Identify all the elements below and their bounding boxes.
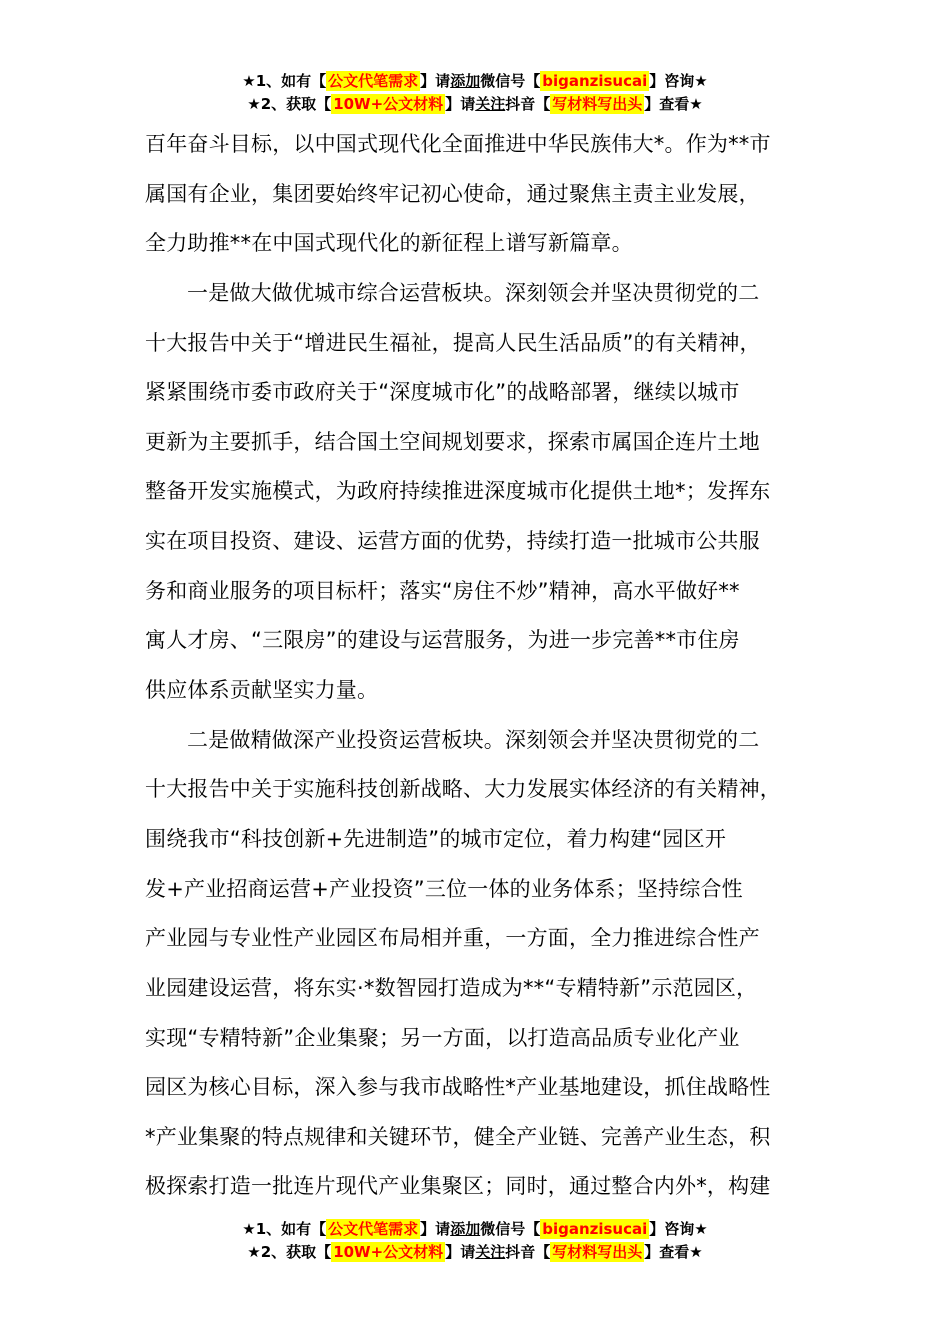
- text-line: *产业集聚的特点规律和关键环节，健全产业链、完善产业生态，积: [145, 1124, 771, 1149]
- banner-text: ★2、获取【: [247, 1243, 332, 1261]
- banner-text: ★1、如有【: [242, 1220, 327, 1238]
- banner-highlight: 写材料写出头: [552, 95, 643, 113]
- banner-text: 】请: [445, 95, 476, 113]
- banner-text: ★2、获取【: [247, 95, 332, 113]
- banner-line-2: [0, 93, 950, 116]
- banner-text: 微信号【: [480, 72, 541, 90]
- text-line: 务和商业服务的项目标杆；落实“房住不炒”精神，高水平做好**: [145, 578, 740, 603]
- text-line: 属国有企业，集团要始终牢记初心使命，通过聚焦主责主业发展，: [145, 181, 760, 206]
- text-line: 实现“专精特新”企业集聚；另一方面，以打造高品质专业化产业: [145, 1025, 740, 1050]
- banner-text: 】咨询★: [649, 1220, 708, 1238]
- banner-text: 】查看★: [644, 95, 703, 113]
- banner-underline: 关注: [475, 95, 506, 113]
- paragraph-start-line: 二是做精做深产业投资运营板块。深刻领会并坚决贯彻党的二: [187, 727, 760, 752]
- banner-line-1: [0, 1218, 950, 1241]
- banner-highlight: 10W+公文材料: [333, 95, 444, 113]
- banner-highlight: 公文代笔需求: [328, 72, 419, 90]
- text-line: 十大报告中关于实施科技创新战略、大力发展实体经济的有关精神，: [145, 777, 781, 802]
- banner-highlight: 10W+公文材料: [333, 1243, 444, 1261]
- text-line: 全力助推**在中国式现代化的新征程上谱写新篇章。: [145, 231, 633, 256]
- text-line: 十大报告中关于“增进民生福祉，提高人民生活品质”的有关精神，: [145, 330, 761, 355]
- banner-highlight: 公文代笔需求: [328, 1220, 419, 1238]
- text-line: 实在项目投资、建设、运营方面的优势，持续打造一批城市公共服: [145, 529, 760, 554]
- text-line: 更新为主要抓手，结合国土空间规划要求，探索市属国企连片土地: [145, 429, 760, 454]
- banner-highlight: biganzisucai: [542, 72, 648, 90]
- banner-text: ★1、如有【: [242, 72, 327, 90]
- banner-text: 】请: [445, 1243, 476, 1261]
- text-line: 业园建设运营，将东实·*数智园打造成为**“专精特新”示范园区，: [145, 975, 758, 1000]
- document-body: [145, 120, 835, 1212]
- banner-line-1: [0, 70, 950, 93]
- banner-text: 微信号【: [480, 1220, 541, 1238]
- banner-text: 抖音【: [505, 95, 551, 113]
- text-line: 极探索打造一批连片现代产业集聚区；同时，通过整合内外*，构建: [145, 1174, 771, 1199]
- text-line: 供应体系贡献坚实力量。: [145, 678, 379, 703]
- text-line: 整备开发实施模式，为政府持续推进深度城市化提供土地*；发挥东: [145, 479, 771, 504]
- text-line: 百年奋斗目标，以中国式现代化全面推进中华民族伟大*。作为**市: [145, 132, 771, 156]
- header-banner: [0, 70, 950, 116]
- banner-text: 抖音【: [505, 1243, 551, 1261]
- banner-underline: 关注: [475, 1243, 506, 1261]
- banner-underline: 添加: [450, 72, 481, 90]
- text-line: 园区为核心目标，深入参与我市战略性*产业基地建设，抓住战略性: [145, 1075, 771, 1100]
- text-line: 寓人才房、“三限房”的建设与运营服务，为进一步完善**市住房: [145, 628, 740, 653]
- text-line: 产业园与专业性产业园区布局相并重，一方面，全力推进综合性产: [145, 926, 760, 951]
- text-line: 围绕我市“科技创新+先进制造”的城市定位，着力构建“园区开: [145, 826, 727, 851]
- banner-text: 】查看★: [644, 1243, 703, 1261]
- banner-highlight: biganzisucai: [542, 1220, 648, 1238]
- banner-text: 】请: [420, 1220, 451, 1238]
- banner-highlight: 写材料写出头: [552, 1243, 643, 1261]
- footer-banner: [0, 1218, 950, 1264]
- paragraph-start-line: 一是做大做优城市综合运营板块。深刻领会并坚决贯彻党的二: [187, 280, 760, 305]
- banner-text: 】请: [420, 72, 451, 90]
- banner-underline: 添加: [450, 1220, 481, 1238]
- banner-text: 】咨询★: [649, 72, 708, 90]
- text-line: 发+产业招商运营+产业投资”三位一体的业务体系；坚持综合性: [145, 876, 743, 901]
- text-line: 紧紧围绕市委市政府关于“深度城市化”的战略部署，继续以城市: [145, 380, 740, 405]
- banner-line-2: [0, 1241, 950, 1264]
